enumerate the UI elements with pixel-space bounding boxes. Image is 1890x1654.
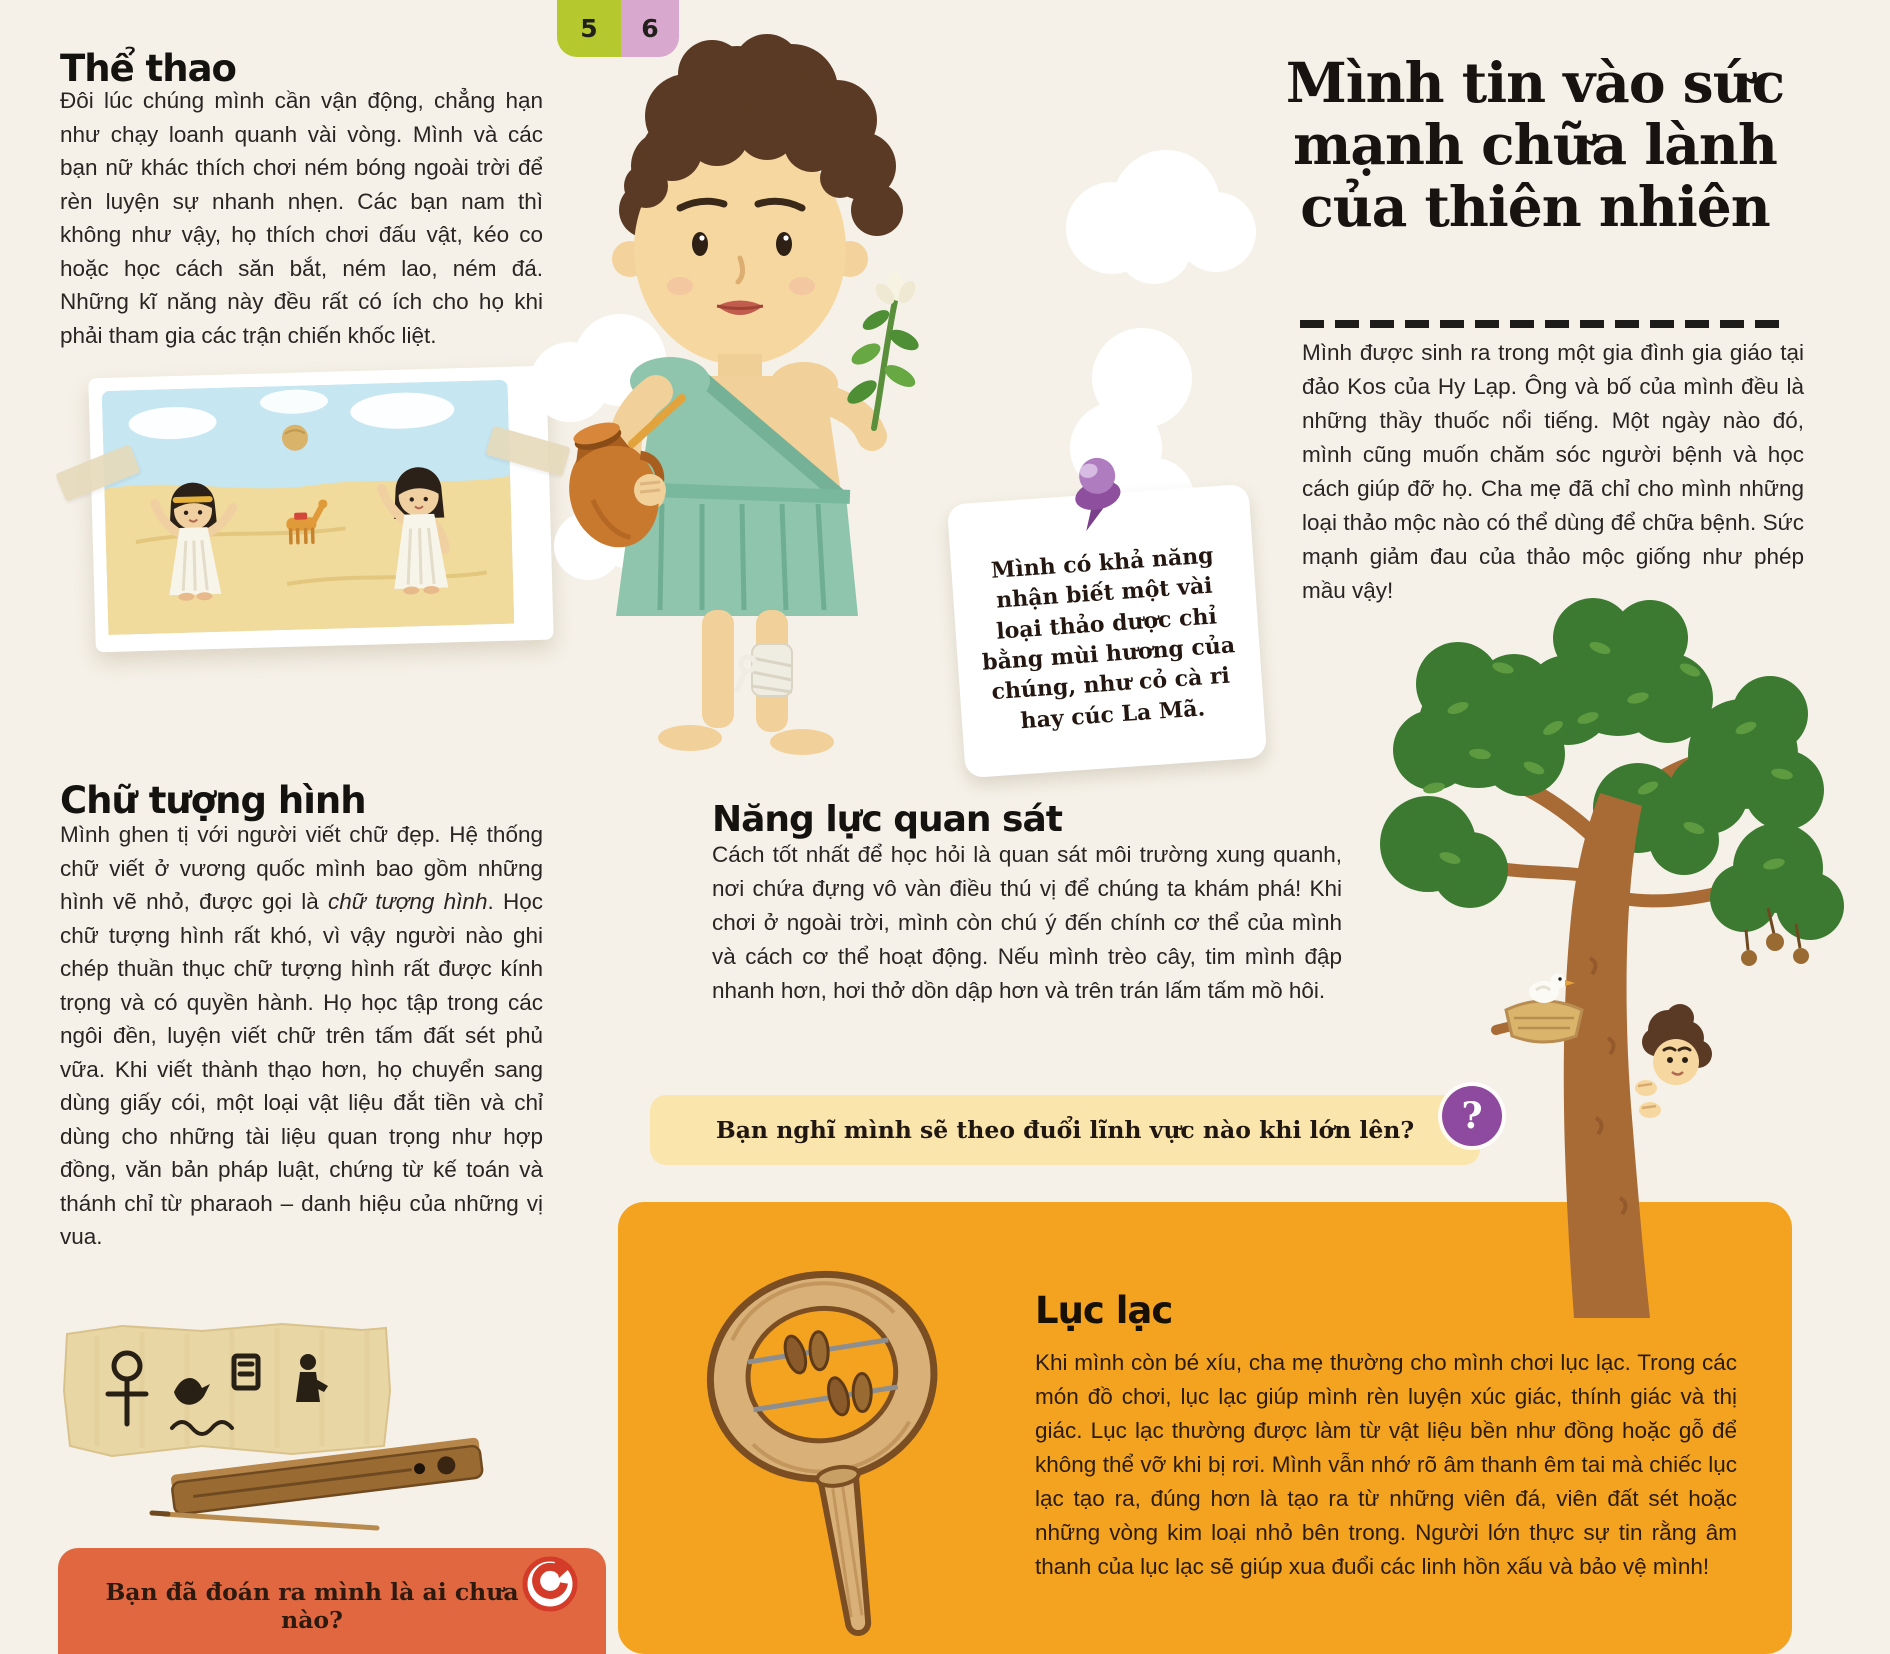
observation-paragraph: Cách tốt nhất để học hỏi là quan sát môi trường xung quanh, nơi chứa đựng vô vàn điều thú vị để chúng ta khám phá! Khi chơi ở ngoài trời, mình còn chú ý đến chính cơ thể của mình và cách cơ thể hoạt động. Nếu mình trèo cây, tim mình đập nhanh hơn, hơi thở dồn dập hơn và trên trán lấm tấm mồ hôi.: [712, 842, 1342, 1003]
section-heading-hieroglyphs: Chữ tượng hình: [60, 779, 366, 822]
page-title-line: mạnh chữa lành: [1293, 112, 1777, 178]
replay-icon: [521, 1555, 579, 1613]
page-number: 5: [580, 14, 598, 43]
photo-kids-playing-ball: [88, 366, 553, 653]
cloud-illustration: [1050, 132, 1262, 284]
peeking-boy: [1635, 1004, 1712, 1118]
section-heading-sports: Thể thao: [60, 47, 236, 90]
page-title: [1243, 52, 1827, 238]
hieroglyphs-paragraph: [60, 818, 543, 1254]
hieroglyphs-text-1: Mình ghen tị với người viết chữ đẹp. Hệ thống chữ viết ở vương quốc mình bao gồm những hình vẽ nhỏ, được gọi là: [60, 822, 543, 914]
kids-playing-scene: [102, 380, 515, 635]
page-title-line: của thiên nhiên: [1300, 174, 1770, 240]
pushpin-icon: [1058, 452, 1130, 536]
reed-pen: [164, 1514, 377, 1528]
section-heading-observation: Năng lực quan sát: [712, 799, 1062, 840]
rattle-paragraph: Khi mình còn bé xíu, cha mẹ thường cho mình chơi lục lạc. Trong các món đồ chơi, lục lạc giúp mình rèn luyện xúc giác, thính giác và thị giác. Lục lạc thường được làm từ vật liệu bền như đồng hoặc gỗ để không thể vỡ khi bị rơi. Mình vẫn nhớ rõ âm thanh êm tai mà chiếc lục lạc tạo ra, đúng hơn là tạo ra từ những viên đá, viên đất sét hoặc những vòng kim loại nhỏ bên trong. Người lớn thực sự tin rằng âm thanh của lục lạc sẽ giúp xua đuổi các linh hồn xấu và bảo vệ mình!: [1035, 1350, 1737, 1579]
tree-illustration: [1338, 578, 1858, 1318]
dashed-divider: [1300, 320, 1786, 328]
sports-paragraph: Đôi lúc chúng mình cần vận động, chẳng hạn như chạy loanh quanh vài vòng. Mình và các bạn nữ khác thích chơi ném bóng ngoài trời để rèn luyện sự nhanh nhẹn. Các bạn nam thì không như vậy, họ thích chơi đấu vật, kéo co hoặc học cách săn bắt, ném lao, ném đá. Những kĩ năng này đều rất có ích cho họ khi phải tham gia các trận chiến khốc liệt.: [60, 88, 543, 348]
hieroglyph-papyrus-illustration: [52, 1296, 522, 1546]
healing-paragraph: Mình được sinh ra trong một gia đình gia giáo tại đảo Kos của Hy Lạp. Ông và bố của mình đều là những thầy thuốc nổi tiếng. Một ngày nào đó, mình cũng muốn chăm sóc người bệnh và học cách giúp đỡ họ. Cha mẹ đã chỉ cho mình những loại thảo mộc nào có thể dùng để chữa bệnh. Sức mạnh giảm đau của thảo mộc giống như phép mầu vậy!: [1302, 340, 1804, 603]
hieroglyphs-text-2: . Học chữ tượng hình rất khó, vì vậy người nào ghi chép thuần thục chữ tượng hình rất được kính trọng và có quyền hành. Họ học tập trong các ngôi đền, luyện viết chữ trên tấm đất sét phủ vữa. Khi viết thành thạo hơn, họ chuyển sang dùng giấy cói, một loại vật liệu đắt tiền và chỉ dùng cho những tài liệu quan trọng như hợp đồng, văn bản pháp luật, chứng từ kế toán và thánh chỉ từ pharaoh – danh hiệu của những vị vua.: [60, 889, 543, 1249]
rattle-illustration: [655, 1226, 1005, 1650]
leg-bandage: [737, 644, 792, 696]
section-heading-rattle: Lục lạc: [1035, 1289, 1173, 1332]
guess-banner-text: Bạn đã đoán ra mình là ai chưa nào?: [105, 1578, 519, 1634]
question-banner-text: Bạn nghĩ mình sẽ theo đuổi lĩnh vực nào khi lớn lên?: [715, 1116, 1415, 1144]
page-number: 6: [641, 14, 659, 43]
question-mark-icon: ?: [1442, 1086, 1502, 1146]
bird-nest: [1506, 974, 1582, 1043]
herb-note-text: Mình có khả năng nhận biết một vài loại thảo dược chỉ bằng mùi hương của chúng, như cỏ cà ri hay cúc La Mã.: [981, 542, 1236, 735]
hieroglyphs-italic-term: chữ tượng hình: [328, 889, 488, 914]
page-title-line: Mình tin vào sức: [1285, 50, 1785, 115]
